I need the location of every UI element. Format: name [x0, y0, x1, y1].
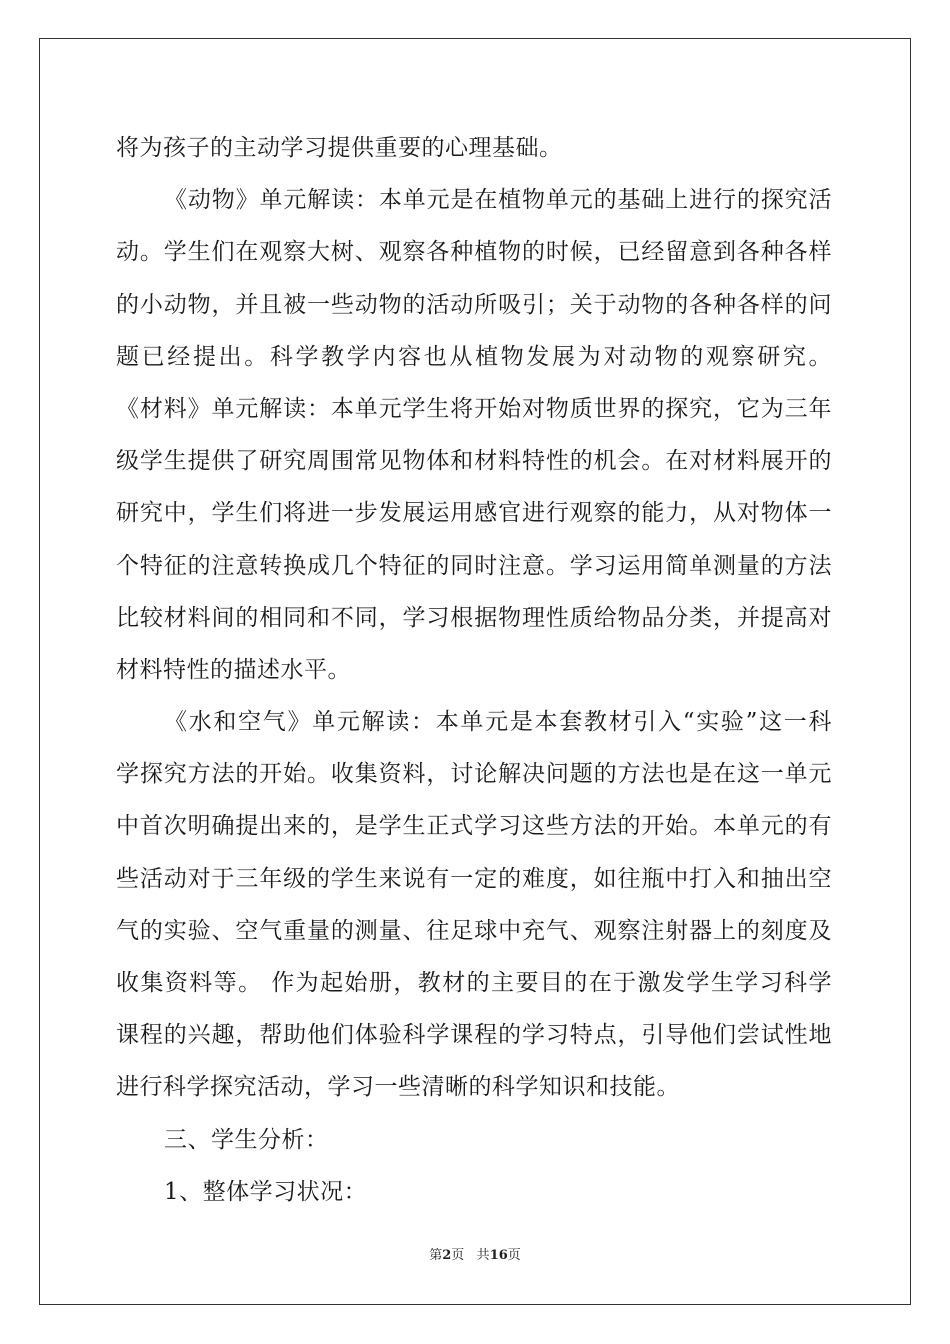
text-line: 比较材料间的相同和不同，学习根据物理性质给物品分类，并提高对	[116, 604, 832, 631]
text-line: 课程的兴趣，帮助他们体验科学课程的学习特点，引导他们尝试性地	[116, 1022, 832, 1049]
text-line: 《动物》单元解读：本单元是在植物单元的基础上进行的探究活	[164, 187, 832, 214]
footer-page-number: 2	[442, 1248, 452, 1263]
footer-page-suffix: 页	[451, 1248, 465, 1263]
text-line: 材料特性的描述水平。	[116, 656, 351, 683]
text-line: 个特征的注意转换成几个特征的同时注意。学习运用简单测量的方法	[116, 552, 832, 579]
text-line: 研究中，学生们将进一步发展运用感官进行观察的能力，从对物体一	[116, 500, 832, 527]
text-line: 些活动对于三年级的学生来说有一定的难度，如往瓶中打入和抽出空	[116, 865, 832, 892]
text-line: 《材料》单元解读：本单元学生将开始对物质世界的探究，它为三年	[116, 395, 832, 422]
text-line: 收集资料等。 作为起始册，教材的主要目的在于激发学生学习科学	[116, 970, 832, 996]
text-line: 进行科学探究活动，学习一些清晰的科学知识和技能。	[116, 1074, 680, 1101]
document-body	[116, 122, 832, 1218]
text-line: 气的实验、空气重量的测量、往足球中充气、观察注射器上的刻度及	[116, 917, 832, 944]
text-line: 动。学生们在观察大树、观察各种植物的时候，已经留意到各种各样	[116, 239, 832, 266]
text-line: 学探究方法的开始。收集资料，讨论解决问题的方法也是在这一单元	[116, 761, 832, 788]
footer-page-prefix: 第	[429, 1248, 443, 1263]
text-line: 的小动物，并且被一些动物的活动所吸引；关于动物的各种各样的问	[116, 291, 832, 318]
page-footer	[0, 1246, 950, 1266]
section-heading: 三、学生分析：	[164, 1126, 329, 1153]
footer-total-suffix: 页	[507, 1248, 521, 1263]
text-line: 将为孩子的主动学习提供重要的心理基础。	[116, 135, 563, 161]
text-line: 中首次明确提出来的，是学生正式学习这些方法的开始。本单元的有	[116, 813, 832, 840]
footer-total-pages: 16	[489, 1248, 508, 1263]
footer-total-prefix: 共	[476, 1248, 490, 1263]
subsection-heading: 1、整体学习状况：	[164, 1178, 368, 1205]
text-line: 题已经提出。科学教学内容也从植物发展为对动物的观察研究。	[116, 343, 832, 370]
text-line: 级学生提供了研究周围常见物体和材料特性的机会。在对材料展开的	[116, 448, 832, 475]
text-line: 《水和空气》单元解读：本单元是本套教材引入“实验”这一科	[164, 709, 832, 736]
